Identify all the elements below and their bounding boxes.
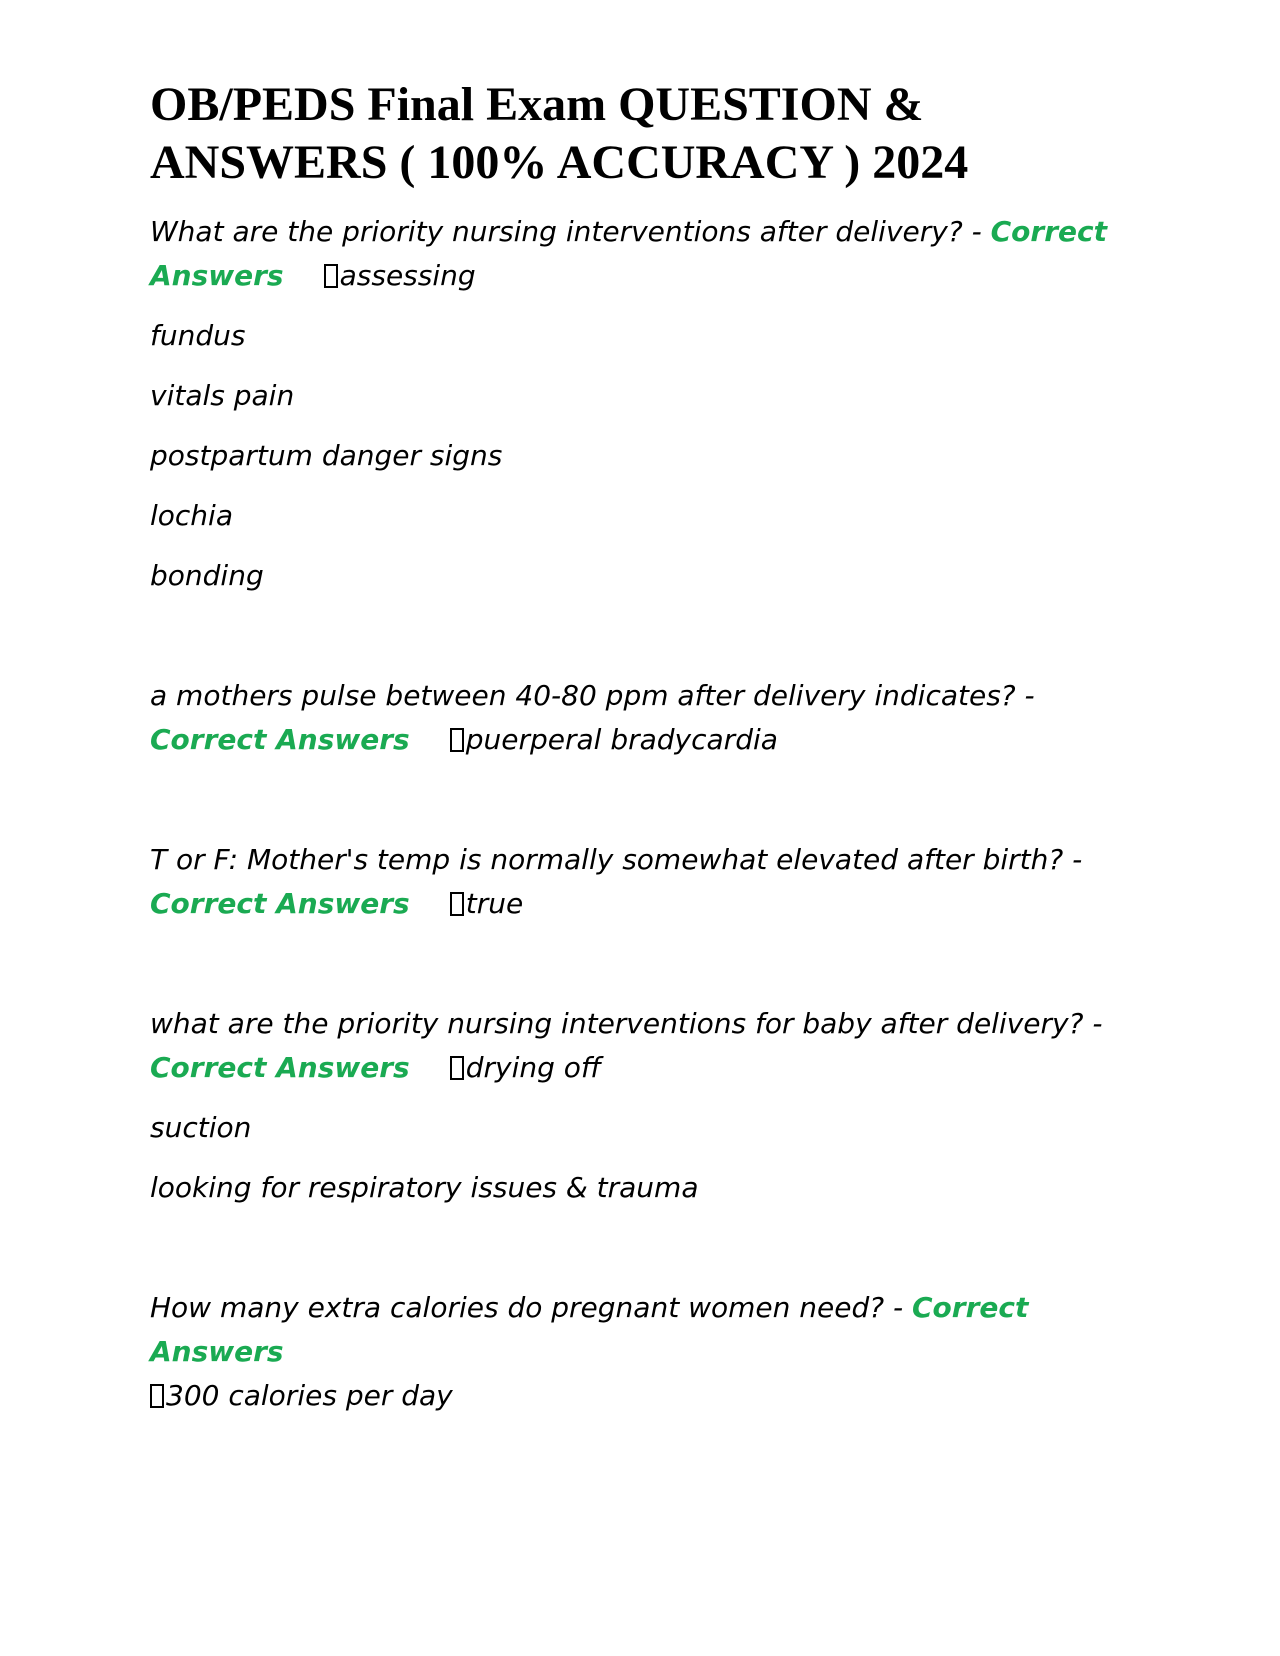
spacer: [150, 762, 1130, 838]
answer-line: looking for respiratory issues & trauma: [150, 1171, 699, 1204]
answer: puerperal bradycardia: [465, 723, 778, 756]
answer-line: vitals pain: [150, 379, 295, 412]
correct-answers-label: Correct Answers: [150, 887, 410, 920]
qa-item: [150, 210, 1130, 598]
qa-item: [150, 1286, 1130, 1418]
answer-line: lochia: [150, 499, 233, 532]
checkbox-icon: [450, 728, 464, 752]
answer-line: suction: [150, 1111, 252, 1144]
question-text: [150, 1002, 1130, 1090]
answer-line: bonding: [150, 559, 264, 592]
answer-line: fundus: [150, 319, 246, 352]
document-title: OB/PEDS Final Exam QUESTION & ANSWERS ( 100% ACCURACY ) 2024: [150, 78, 969, 189]
question: T or F: Mother's temp is normally somewhat elevated after birth? -: [150, 843, 1083, 876]
qa-item: [150, 838, 1130, 926]
question: a mothers pulse between 40-80 ppm after delivery indicates? -: [150, 679, 1035, 712]
checkbox-icon: [150, 1384, 164, 1408]
question: what are the priority nursing interventions for baby after delivery? -: [150, 1007, 1103, 1040]
checkbox-icon: [324, 264, 338, 288]
answer: 300 calories per day: [166, 1379, 453, 1412]
question-text: [150, 674, 1130, 762]
question-text: [150, 838, 1130, 926]
answer: true: [465, 887, 524, 920]
qa-item: [150, 1002, 1130, 1210]
question: What are the priority nursing interventions after delivery? -: [150, 215, 991, 248]
checkbox-icon: [450, 892, 464, 916]
correct-answers-label: Correct Answers: [150, 723, 410, 756]
answer: assessing: [339, 259, 476, 292]
document-page: [150, 76, 1130, 1418]
spacer: [150, 926, 1130, 1002]
checkbox-icon: [450, 1056, 464, 1080]
answer: drying off: [465, 1051, 602, 1084]
spacer: [150, 1210, 1130, 1286]
correct-answers-label: Correct Answers: [150, 1291, 1029, 1368]
qa-item: [150, 674, 1130, 762]
question-text: [150, 210, 1130, 298]
question: How many extra calories do pregnant women need? -: [150, 1291, 912, 1324]
answer-line: postpartum danger signs: [150, 439, 503, 472]
spacer: [150, 598, 1130, 674]
correct-answers-label: Correct Answers: [150, 1051, 410, 1084]
correct-answers-label: Correct Answers: [150, 215, 1107, 292]
question-text: [150, 1286, 1130, 1418]
